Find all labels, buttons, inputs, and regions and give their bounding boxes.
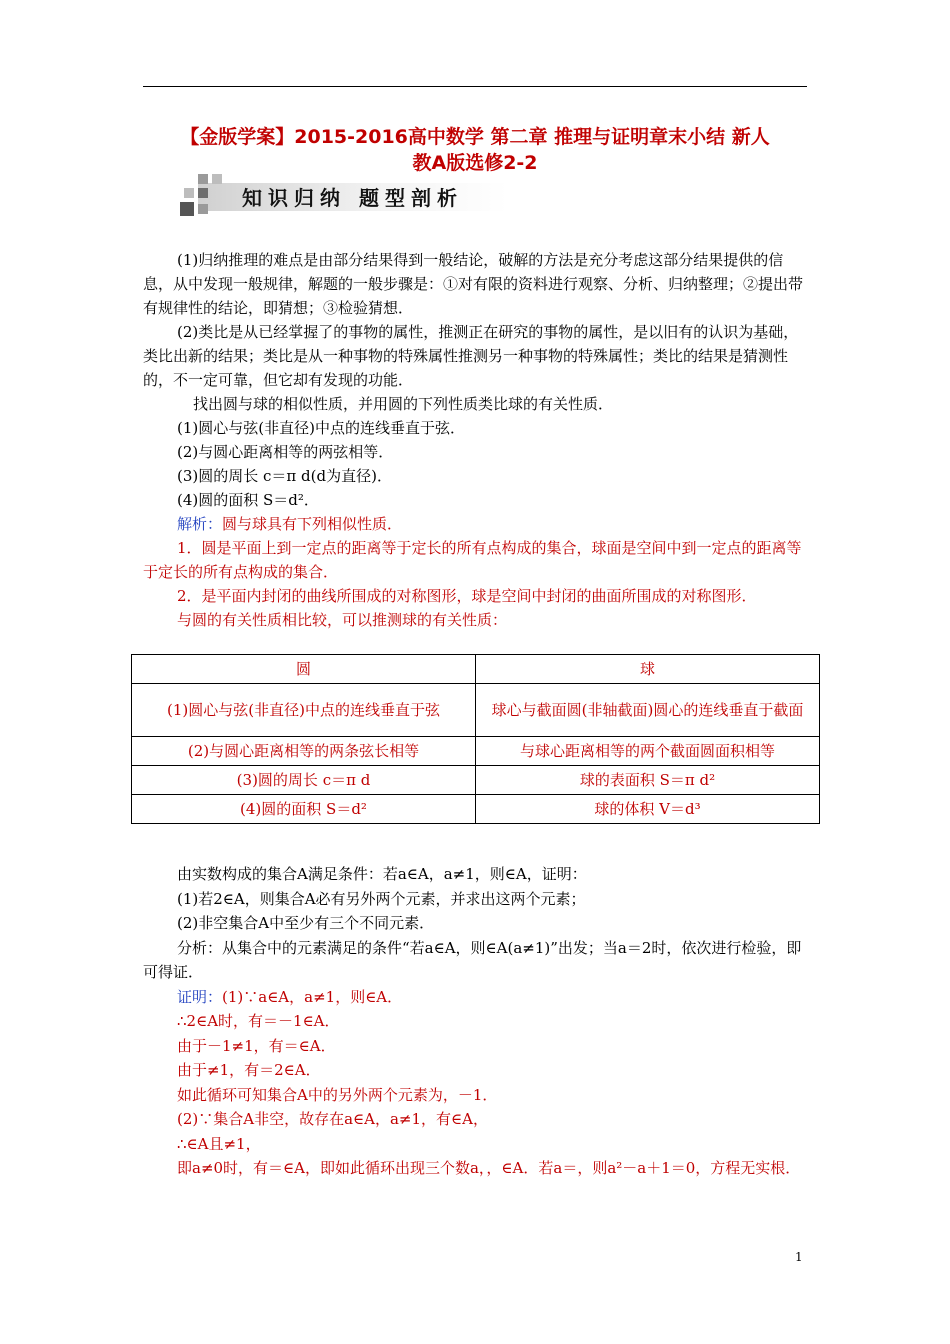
table-cell-circle: (2)与圆心距离相等的两条弦长相等 (132, 737, 476, 766)
table-cell-circle: (1)圆心与弦(非直径)中点的连线垂直于弦 (132, 684, 476, 737)
title-line-1: 【金版学案】2015-2016高中数学 第二章 推理与证明章末小结 新人 (180, 126, 770, 148)
section-1 (143, 248, 809, 632)
proof-line-8: 即a≠0时，有＝∈A，即如此循环出现三个数a，，∈A．若a＝，则a²－a＋1＝0，方程无实根． (177, 1159, 801, 1177)
problem-analysis: 分析：从集合中的元素满足的条件“若a∈A，则∈A(a≠1)”出发；当a＝2时，依次进行检验，即可得证． (143, 938, 802, 981)
proof-line-7: ∴∈A且≠1， (177, 1134, 261, 1153)
proof-line-3: 由于－1≠1，有＝∈A． (177, 1036, 336, 1055)
question-item-2: (2)与圆心距离相等的两弦相等． (177, 443, 394, 461)
proof-line-4: 由于≠1，有＝2∈A． (177, 1061, 321, 1079)
table-row (132, 737, 820, 766)
section-2 (143, 862, 809, 1181)
problem-item-1: (1)若2∈A，则集合A必有另外两个元素，并求出这两个元素； (177, 889, 586, 908)
table-cell-sphere: 球心与截面圆(非轴截面)圆心的连线垂直于截面 (476, 684, 820, 737)
banner-text: 知识归纳 题型剖析 (242, 186, 463, 210)
analysis-line (143, 512, 809, 536)
page-number: 1 (795, 1250, 803, 1264)
question-item-4: (4)圆的面积 S＝d²． (177, 491, 319, 509)
proof-line-5: 如此循环可知集合A中的另外两个元素为，－1． (177, 1085, 498, 1104)
answer-item-1: 1．圆是平面上到一定点的距离等于定长的所有点构成的集合，球面是空间中到一定点的距离等于定长的所有点构成的集合． (143, 539, 802, 581)
analysis-label: 解析： (177, 515, 223, 533)
proof-line-2: ∴2∈A时，有＝－1∈A． (177, 1012, 340, 1030)
table-row (132, 766, 820, 795)
problem-intro: 由实数构成的集合A满足条件：若a∈A，a≠1，则∈A，证明： (177, 865, 587, 883)
banner-squares-icon (180, 174, 240, 218)
table-cell-sphere: 与球心距离相等的两个截面圆面积相等 (476, 737, 820, 766)
proof-line-1-text: (1)∵a∈A，a≠1，则∈A． (222, 987, 403, 1006)
answer-item-2: 2．是平面内封闭的曲线所围成的对称图形，球是空间中封闭的曲面所围成的对称图形． (177, 587, 757, 605)
table-row (132, 795, 820, 824)
table-cell-circle: (4)圆的面积 S＝d² (132, 795, 476, 824)
question-item-1: (1)圆心与弦(非直径)中点的连线垂直于弦． (177, 419, 465, 437)
document-title (143, 124, 807, 176)
table-header-row (132, 655, 820, 684)
question-intro: 找出圆与球的相似性质，并用圆的下列性质类比球的有关性质． (193, 395, 614, 413)
table-header-sphere: 球 (476, 655, 820, 684)
question-item-3: (3)圆的周长 c＝π d(d为直径)． (177, 467, 392, 485)
analysis-text: 圆与球具有下列相似性质． (222, 515, 403, 533)
table-cell-sphere: 球的体积 V＝d³ (476, 795, 820, 824)
proof-line-1 (143, 985, 809, 1010)
proof-label: 证明： (177, 987, 223, 1006)
table-cell-circle: (3)圆的周长 c＝π d (132, 766, 476, 795)
comparison-table (131, 654, 820, 824)
table-row (132, 684, 820, 737)
section-banner (180, 174, 510, 218)
table-cell-sphere: 球的表面积 S＝π d² (476, 766, 820, 795)
answer-compare: 与圆的有关性质相比较，可以推测球的有关性质： (177, 611, 508, 629)
table-header-circle: 圆 (132, 655, 476, 684)
paragraph-induction: (1)归纳推理的难点是由部分结果得到一般结论，破解的方法是充分考虑这部分结果提供的信息，从中发现一般规律，解题的一般步骤是：①对有限的资料进行观察、分析、归纳整理；②提出带有规律性的结论，即猜想；③检验猜想． (143, 251, 804, 317)
problem-item-2: (2)非空集合A中至少有三个不同元素． (177, 914, 435, 932)
title-line-2: 教A版选修2-2 (412, 152, 538, 174)
header-rule (143, 86, 807, 87)
proof-line-6: (2)∵集合A非空，故存在a∈A，a≠1，有∈A， (177, 1110, 488, 1128)
paragraph-analogy: (2)类比是从已经掌握了的事物的属性，推测正在研究的事物的属性，是以旧有的认识为基础，类比出新的结果；类比是从一种事物的特殊属性推测另一种事物的特殊属性；类比的结果是猜测性的，不一定可靠，但它却有发现的功能． (143, 323, 799, 389)
